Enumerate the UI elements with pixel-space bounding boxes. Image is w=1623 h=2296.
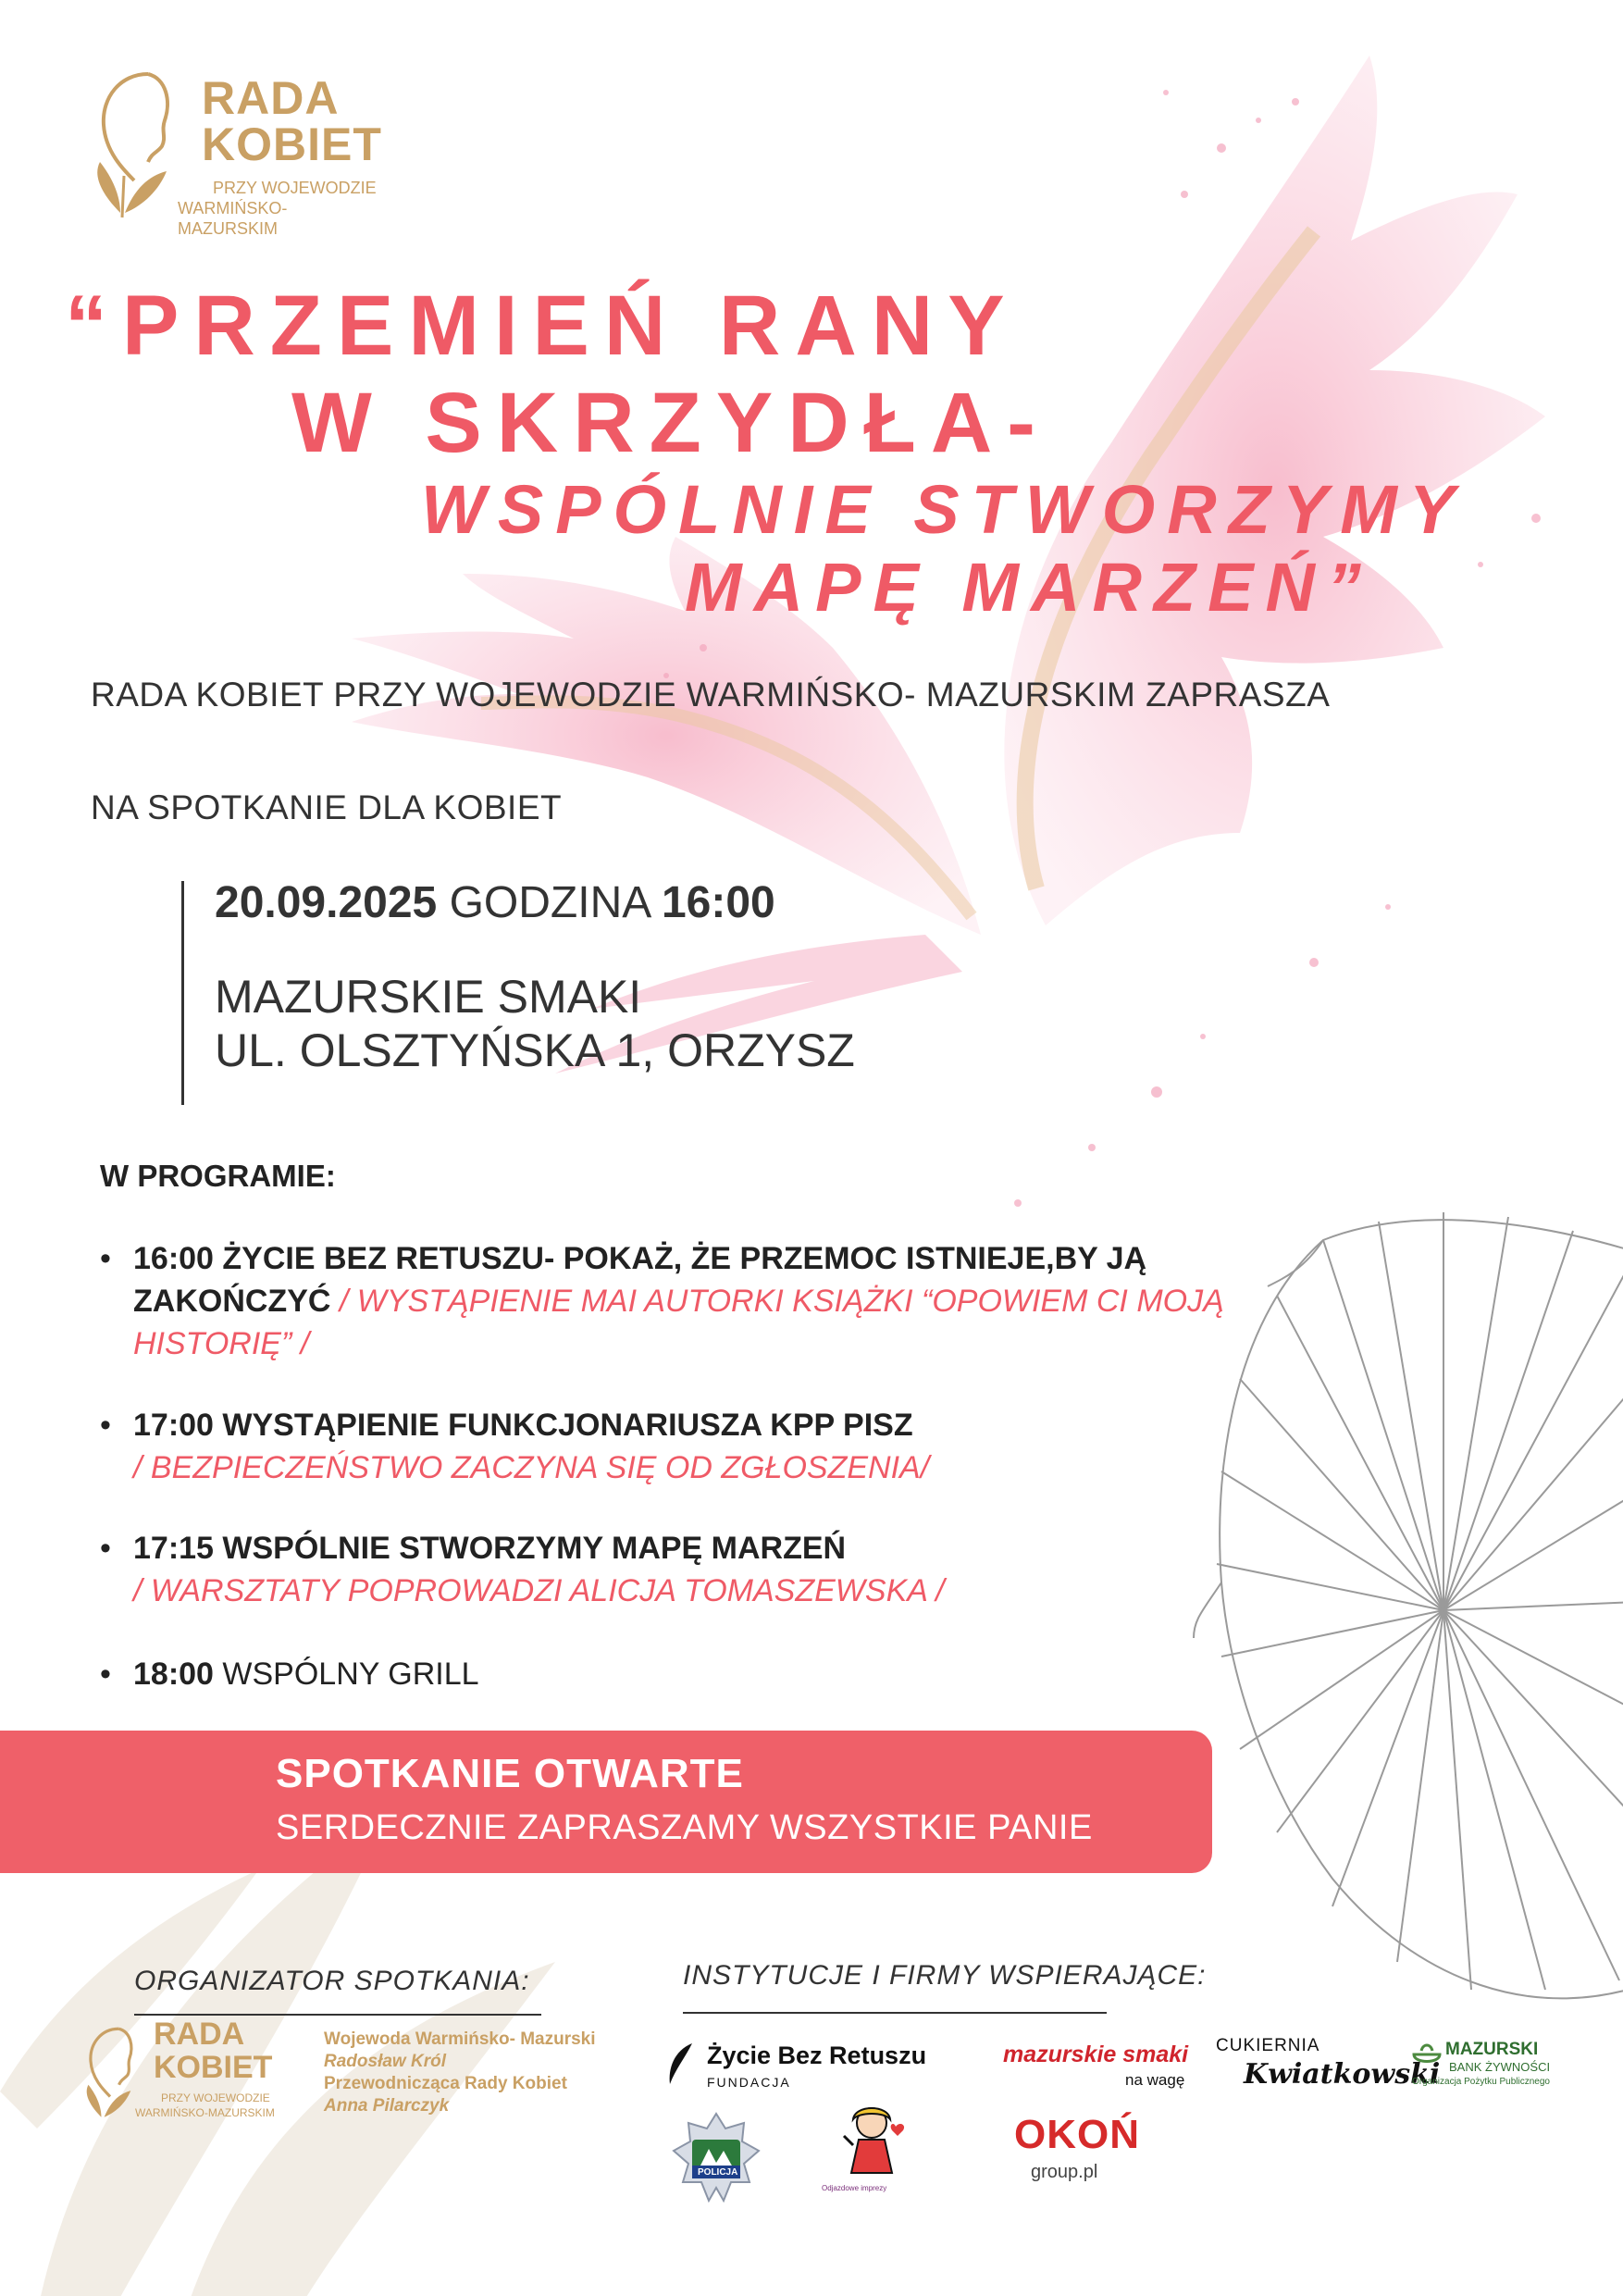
woman-profile-icon [78,2017,142,2128]
program-item-title: 17:15 WSPÓLNIE STWORZYMY MAPĘ MARZEŃ [133,1531,847,1566]
title-line-1: “PRZEMIEŃ RANY [65,279,1020,373]
organizer-label: ORGANIZATOR SPOTKANIA: [134,1966,530,1996]
logo-small-region: WARMIŃSKO-MAZURSKIM [135,2106,275,2119]
sponsor-zycie-bez-retuszu [664,2036,933,2101]
logo-line-rada: RADA [202,72,340,124]
bullet: • [100,1657,111,1692]
rada-kobiet-logo [83,65,382,238]
event-date-time [215,877,775,928]
program-item-detail: / WARSZTATY POPROWADZI ALICJA TOMASZEWSKA / [133,1573,945,1608]
sponsor-okon-group [1014,2112,1144,2186]
sponsor-bank-line3: Organizacja Pożytku Publicznego [1412,2077,1550,2087]
program-item-title: 17:00 WYSTĄPIENIE FUNKCJONARIUSZA KPP PISZ [133,1408,913,1443]
bullet: • [100,1408,111,1443]
banner-title: SPOTKANIE OTWARTE [276,1751,744,1796]
details-divider [181,881,184,1105]
sponsor-mazurski-bank-zywnosci [1412,2040,1579,2095]
feather-icon [664,2042,698,2086]
supporters-label: INSTYTUCJE I FIRMY WSPIERAJĄCE: [683,1960,1207,1991]
police-badge-icon [672,2112,761,2214]
venue-name: MAZURSKIE SMAKI [215,971,642,1023]
bowl-icon [1412,2040,1442,2069]
program-item [100,1237,1331,1365]
intro-subtext: NA SPOTKANIE DLA KOBIET [91,788,563,826]
sponsor-mazurskie-smaki [1003,2042,1188,2097]
title-line-2: W SKRZYDŁA- [291,376,1050,470]
sponsor-okon-sub: group.pl [1031,2162,1098,2182]
organizer-line-4: Anna Pilarczyk [324,2096,450,2116]
logo-line-kobiet: KOBIET [202,118,382,170]
sponsor-policja-name: POLICJA [698,2167,738,2178]
sponsor-okon-name: OKOŃ [1014,2112,1140,2157]
program-heading: W PROGRAMIE: [100,1159,336,1193]
organizer-line-2: Radosław Król [324,2052,446,2071]
program-item-title: 16:00 ŻYCIE BEZ RETUSZU- POKAŻ, ŻE PRZEMOC ISTNIEJE,BY JĄ ZAKOŃCZYĆ [133,1241,1147,1319]
organizer-names [324,2029,596,2117]
program-item-text: WSPÓLNY GRILL [213,1657,479,1692]
sponsor-policja [672,2112,764,2214]
cartoon-girl-icon [835,2099,909,2182]
logo-small-przy: PRZY WOJEWODZIE [161,2091,270,2104]
bullet: • [100,1241,111,1276]
event-place [215,970,855,1077]
event-time: 16:00 [661,878,775,927]
program-item-detail: / BEZPIECZEŃSTWO ZACZYNA SIĘ OD ZGŁOSZENIA/ [133,1450,930,1485]
program-item-detail: / WYSTĄPIENIE MAI AUTORKI KSIĄŻKI “OPOWIEM CI MOJĄ HISTORIĘ” / [133,1284,1224,1361]
program-item [100,1653,1331,1695]
event-date: 20.09.2025 [215,878,438,927]
sponsor-bank-line1: MAZURSKI [1445,2040,1539,2059]
hour-label: GODZINA [449,878,650,927]
logo-small-rada: RADA [154,2017,245,2052]
banner-subtitle: SERDECZNIE ZAPRASZAMY WSZYSTKIE PANIE [276,1808,1093,1847]
logo-line-przy: PRZY WOJEWODZIE [213,179,377,197]
logo-small-kobiet: KOBIET [154,2050,273,2085]
program-item [100,1404,1331,1489]
title-line-3: WSPÓLNIE STWORZYMY [421,471,1468,548]
supporters-rule [683,2012,1107,2014]
woman-profile-icon [83,65,185,222]
program-item [100,1527,1331,1612]
bullet: • [100,1531,111,1566]
sponsor-mazurskie-sub: na wagę [1125,2071,1185,2089]
sponsor-odjazdowe-imprezy [822,2099,923,2201]
intro-text: RADA KOBIET PRZY WOJEWODZIE WARMIŃSKO- MAZURSKIM ZAPRASZA [91,676,1331,714]
organizer-line-1: Wojewoda Warmińsko- Mazurski [324,2029,596,2049]
logo-line-region: WARMIŃSKO-MAZURSKIM [178,199,288,238]
sponsor-mazurskie-name: mazurskie smaki [1003,2042,1189,2067]
program-item-time: 18:00 [133,1657,214,1692]
rada-kobiet-logo-small [78,2017,291,2138]
organizer-line-3: Przewodnicząca Rady Kobiet [324,2074,567,2093]
sponsor-cukiernia-line2: Kwiatkowski [1244,2058,1441,2091]
sponsor-cukiernia-line1: CUKIERNIA [1216,2036,1320,2055]
sponsor-zycie-name: Życie Bez Retuszu [707,2042,927,2069]
sponsor-odjazdowe-name: Odjazdowe imprezy [822,2184,887,2192]
venue-address: UL. OLSZTYŃSKA 1, ORZYSZ [215,1024,855,1076]
title-line-4: MAPĘ MARZEŃ” [685,549,1373,626]
sponsor-bank-line2: BANK ŻYWNOŚCI [1449,2060,1551,2074]
organizer-rule [134,2014,541,2016]
sponsor-zycie-sub: FUNDACJA [707,2075,791,2090]
sponsor-cukiernia-kwiatkowski [1216,2036,1441,2101]
